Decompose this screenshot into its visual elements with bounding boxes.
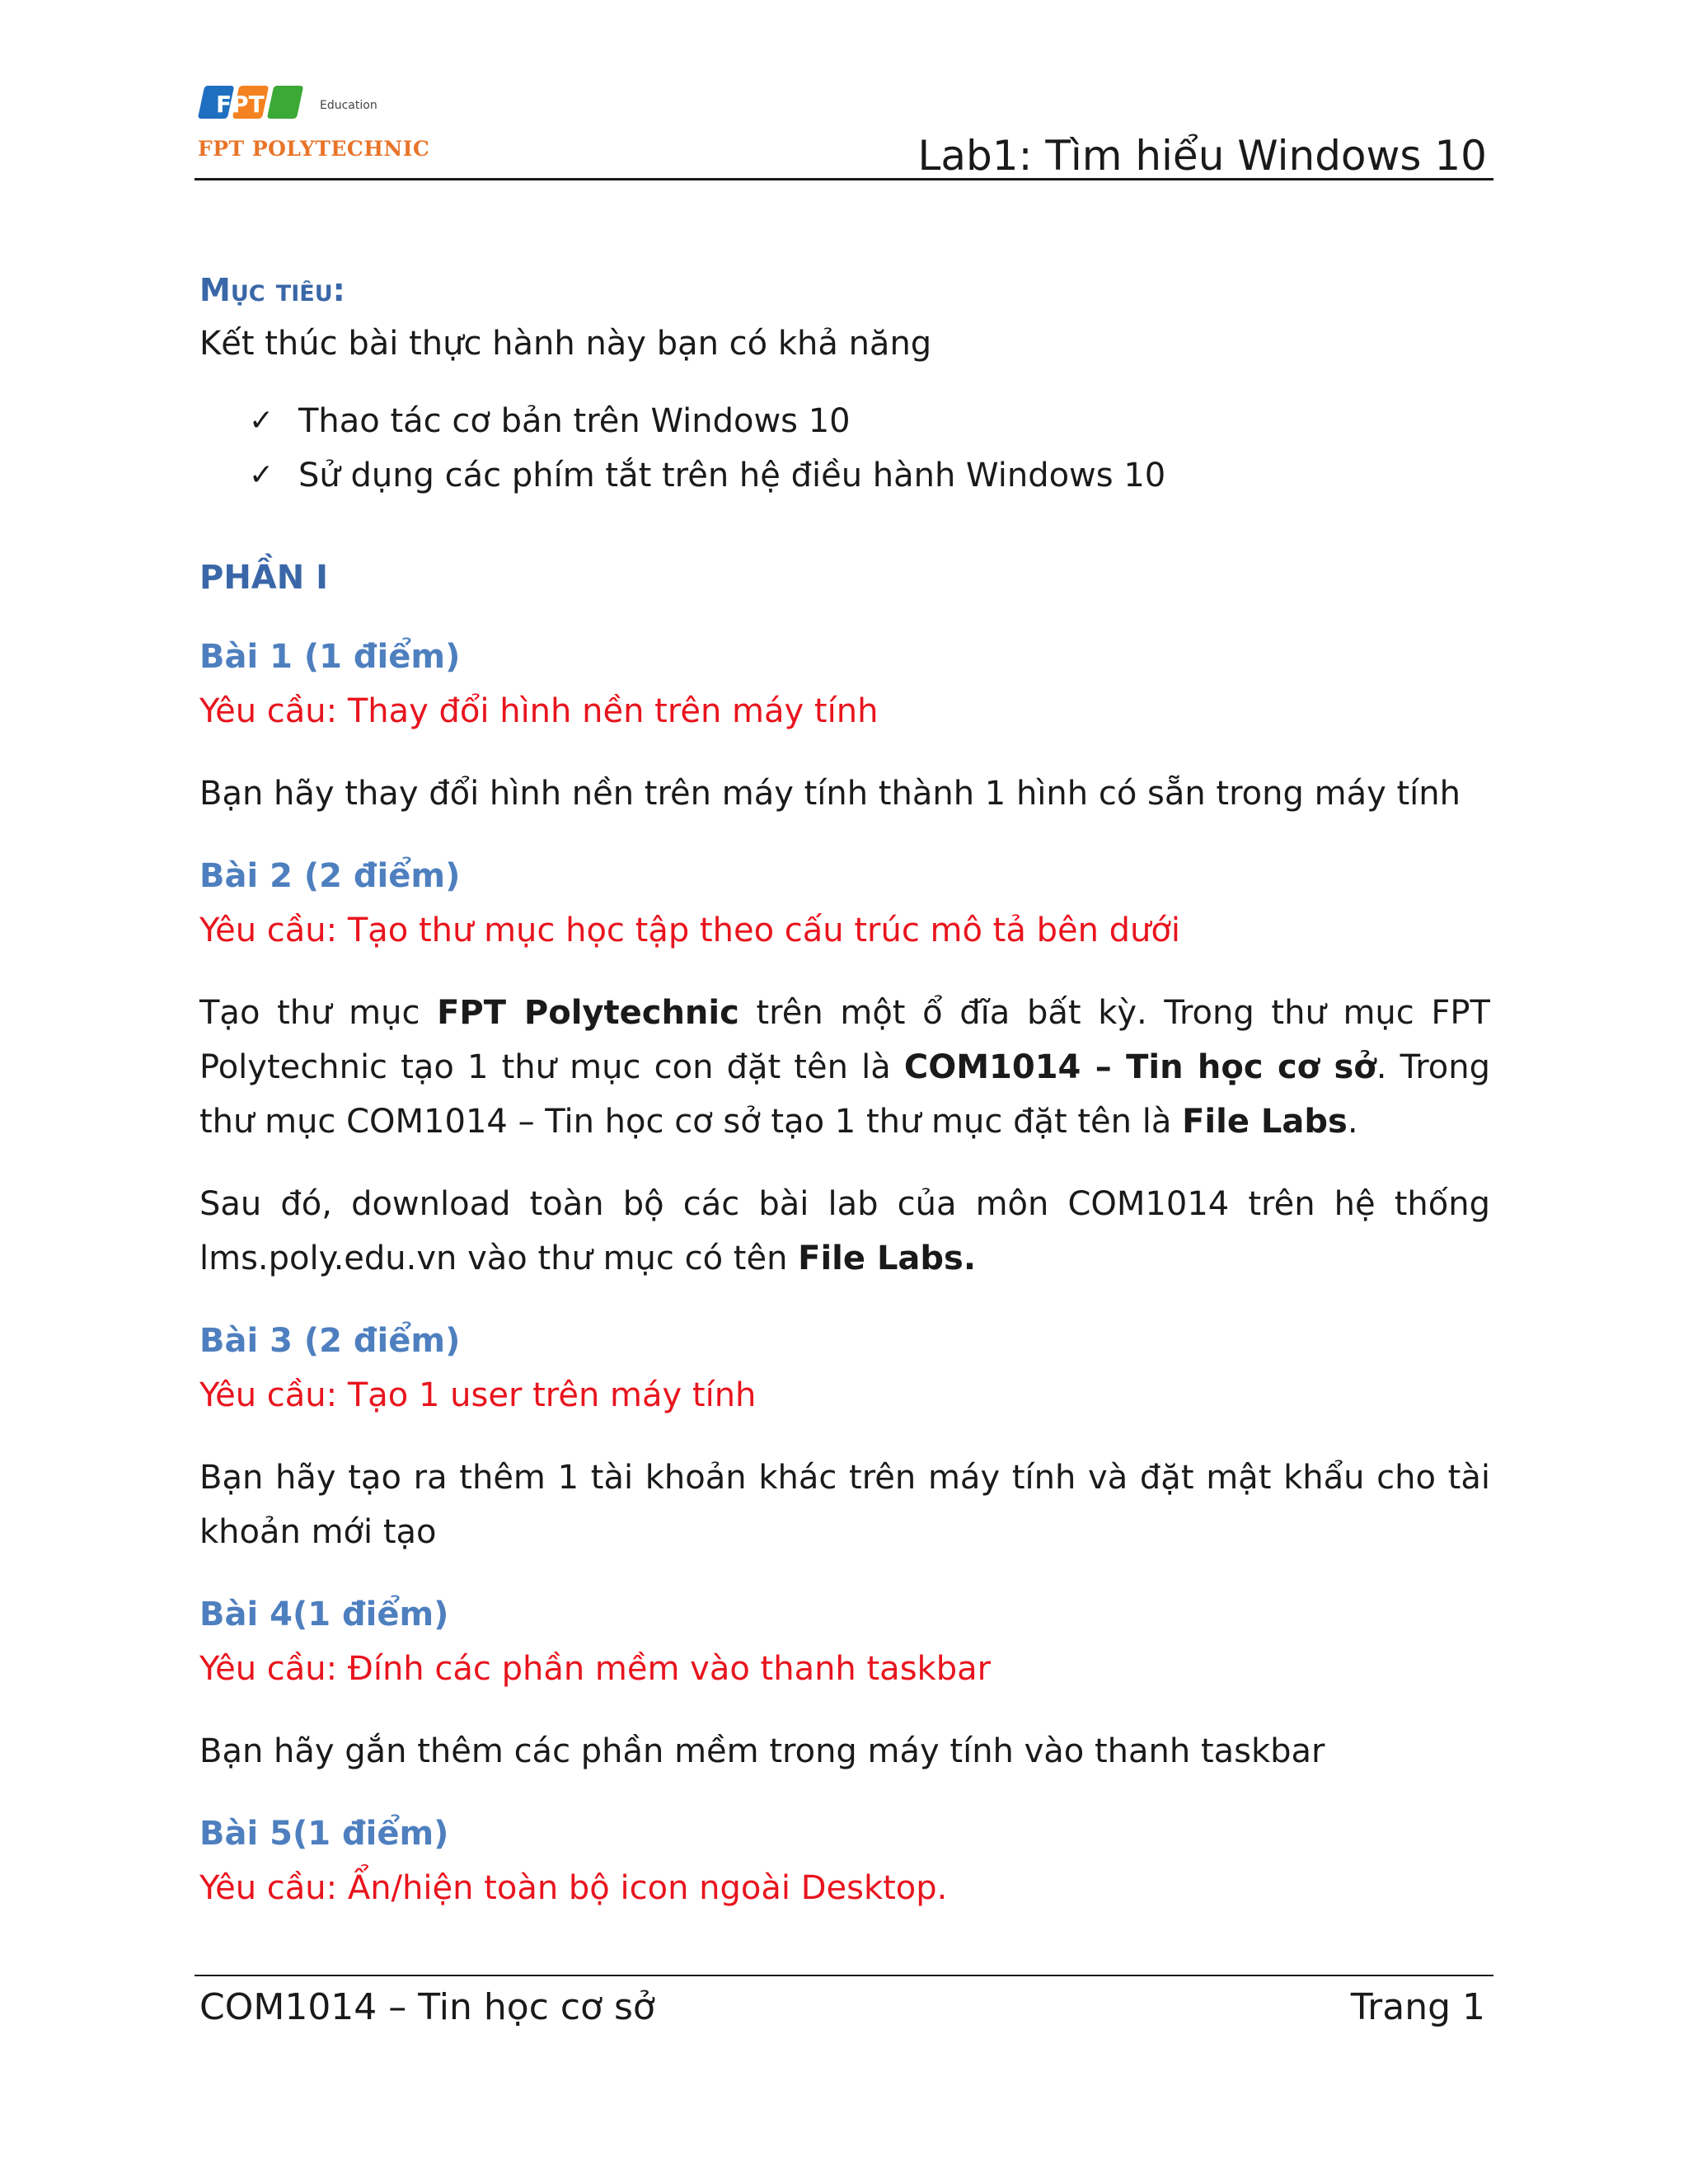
objective-item-label: Thao tác cơ bản trên Windows 10 xyxy=(298,402,851,440)
exercise-5-title: Bài 5(1 điểm) xyxy=(199,1815,449,1853)
fpt-logo xyxy=(198,79,445,170)
exercise-1-title: Bài 1 (1 điểm) xyxy=(199,638,461,676)
exercise-3-body: Bạn hãy tạo ra thêm 1 tài khoản khác trên máy tính và đặt mật khẩu cho tài khoản mới tạo xyxy=(199,1459,1490,1551)
exercise-3-title: Bài 3 (2 điểm) xyxy=(199,1322,461,1360)
objective-list xyxy=(249,394,1490,503)
exercise-2-title: Bài 2 (2 điểm) xyxy=(199,857,461,895)
exercise-2-body-2: Sau đó, download toàn bộ các bài lab của môn COM1014 trên hệ thống lms.poly.edu.vn vào thư mục có tên File Labs. xyxy=(199,1185,1490,1277)
exercise-2-body-1: Tạo thư mục FPT Polytechnic trên một ổ đĩa bất kỳ. Trong thư mục FPT Polytechnic tạo 1 thư mục con đặt tên là COM1014 – Tin học cơ sở. Trong thư mục COM1014 – Tin học cơ sở tạo 1 thư mục đặt tên là File Labs. xyxy=(199,994,1490,1141)
objective-item-label: Sử dụng các phím tắt trên hệ điều hành Windows 10 xyxy=(298,457,1166,494)
exercise-1-requirement: Yêu cầu: Thay đổi hình nền trên máy tính xyxy=(199,692,879,730)
exercise-5-requirement: Yêu cầu: Ẩn/hiện toàn bộ icon ngoài Desktop. xyxy=(199,1869,948,1907)
exercise-4-body: Bạn hãy gắn thêm các phần mềm trong máy tính vào thanh taskbar xyxy=(199,1732,1325,1770)
footer-page-number: Trang 1 xyxy=(1350,1986,1485,2028)
list-item xyxy=(249,448,1490,503)
logo-school-name: FPT POLYTECHNIC xyxy=(198,137,430,161)
objective-heading: Mục tiêu: xyxy=(199,272,345,308)
exercise-4-title: Bài 4(1 điểm) xyxy=(199,1596,449,1633)
footer-divider xyxy=(195,1975,1493,1976)
logo-education-label: Education xyxy=(320,99,377,112)
part-heading: PHẦN I xyxy=(199,559,329,597)
main-content xyxy=(199,264,1490,1943)
header-title: Lab1: Tìm hiểu Windows 10 xyxy=(917,132,1487,180)
exercise-1-body: Bạn hãy thay đổi hình nền trên máy tính thành 1 hình có sẵn trong máy tính xyxy=(199,775,1461,813)
fpt-logo-icon xyxy=(198,79,321,129)
header-divider xyxy=(195,178,1493,180)
objective-intro: Kết thúc bài thực hành này bạn có khả năng xyxy=(199,325,932,363)
exercise-4-requirement: Yêu cầu: Đính các phần mềm vào thanh taskbar xyxy=(199,1650,992,1688)
checkmark-icon: ✓ xyxy=(249,458,274,492)
list-item xyxy=(249,394,1490,448)
exercise-3-requirement: Yêu cầu: Tạo 1 user trên máy tính xyxy=(199,1376,757,1414)
svg-text:FPT: FPT xyxy=(216,91,265,118)
checkmark-icon: ✓ xyxy=(249,404,274,438)
footer-course: COM1014 – Tin học cơ sở xyxy=(199,1986,655,2028)
exercise-2-requirement: Yêu cầu: Tạo thư mục học tập theo cấu trúc mô tả bên dưới xyxy=(199,912,1180,949)
